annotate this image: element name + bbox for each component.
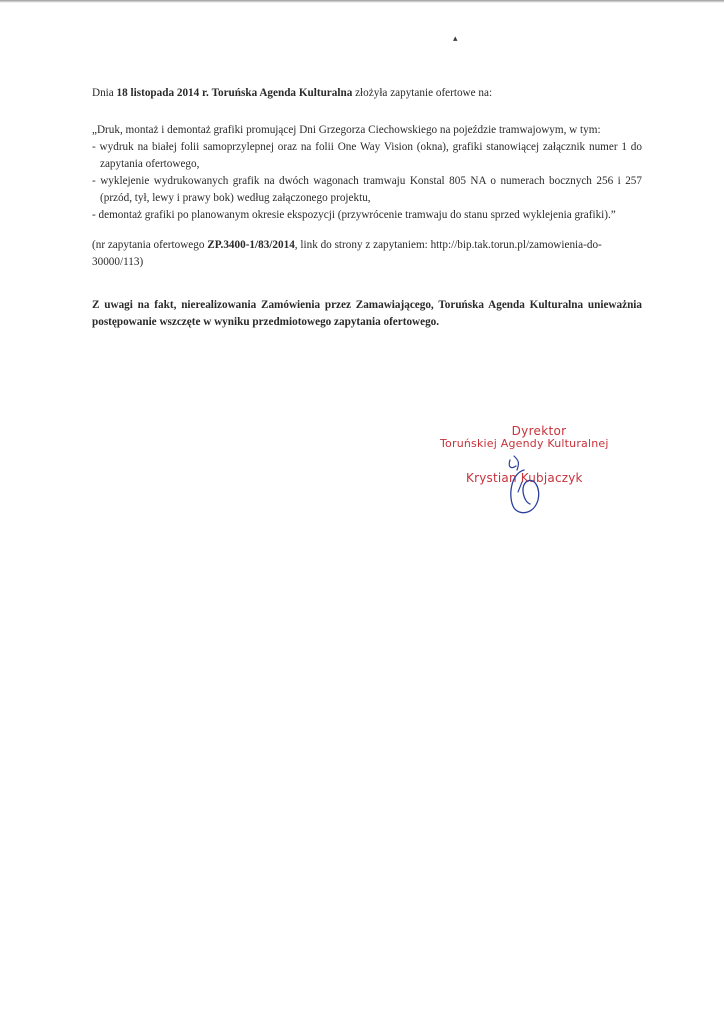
bullet-apply: - wyklejenie wydrukowanych grafik na dwóch wagonach tramwaju Konstal 805 NA o numerach bocznych 256 i 257 (przód, tył, lewy i prawy bok) według załączonego projektu, <box>92 175 642 204</box>
quote-intro: „Druk, montaż i demontaż grafiki promującej Dni Grzegorza Ciechowskiego na pojeździe tramwajowym, w tym: <box>92 124 601 136</box>
stamp-title: Dyrektor <box>511 424 567 438</box>
bullet-print: - wydruk na białej folii samoprzylepnej oraz na folii One Way Vision (okna), grafiki stanowiącej załącznik numer 1 do zapytania ofertowego, <box>92 141 642 170</box>
intro-organization: Toruńska Agenda Kulturalna <box>211 87 353 99</box>
intro-prefix: Dnia <box>92 87 117 99</box>
intro-rest: złożyła zapytanie ofertowe na: <box>352 87 493 99</box>
reference-rest: , link do strony z zapytaniem: http://bip.tak.torun.pl/zamowienia-do-30000/113) <box>92 239 602 268</box>
handwritten-signature <box>500 452 560 518</box>
stamp-organization: Toruńskiej Agendy Kulturalnej <box>440 437 609 450</box>
decision-paragraph: Z uwagi na fakt, nierealizowania Zamówienia przez Zamawiającego, Toruńska Agenda Kulturalna unieważnia postępowanie wszczęte w wyniku przedmiotowego zapytania ofertowego. <box>92 299 642 328</box>
reference-number: ZP.3400-1/83/2014 <box>207 239 295 251</box>
intro-date: 18 listopada 2014 r. <box>116 87 209 99</box>
scan-edge <box>0 0 724 3</box>
intro-paragraph <box>92 85 642 102</box>
bullet-remove: - demontaż grafiki po planowanym okresie ekspozycji (przywrócenie tramwaju do stanu sprzed wyklejenia grafiki).” <box>92 209 616 221</box>
stamp-name: Krystian Kubjaczyk <box>466 471 583 485</box>
reference-paragraph <box>92 237 642 271</box>
reference-prefix: (nr zapytania ofertowego <box>92 239 208 251</box>
stray-mark: ▴ <box>453 33 458 43</box>
letter-body <box>92 85 642 331</box>
